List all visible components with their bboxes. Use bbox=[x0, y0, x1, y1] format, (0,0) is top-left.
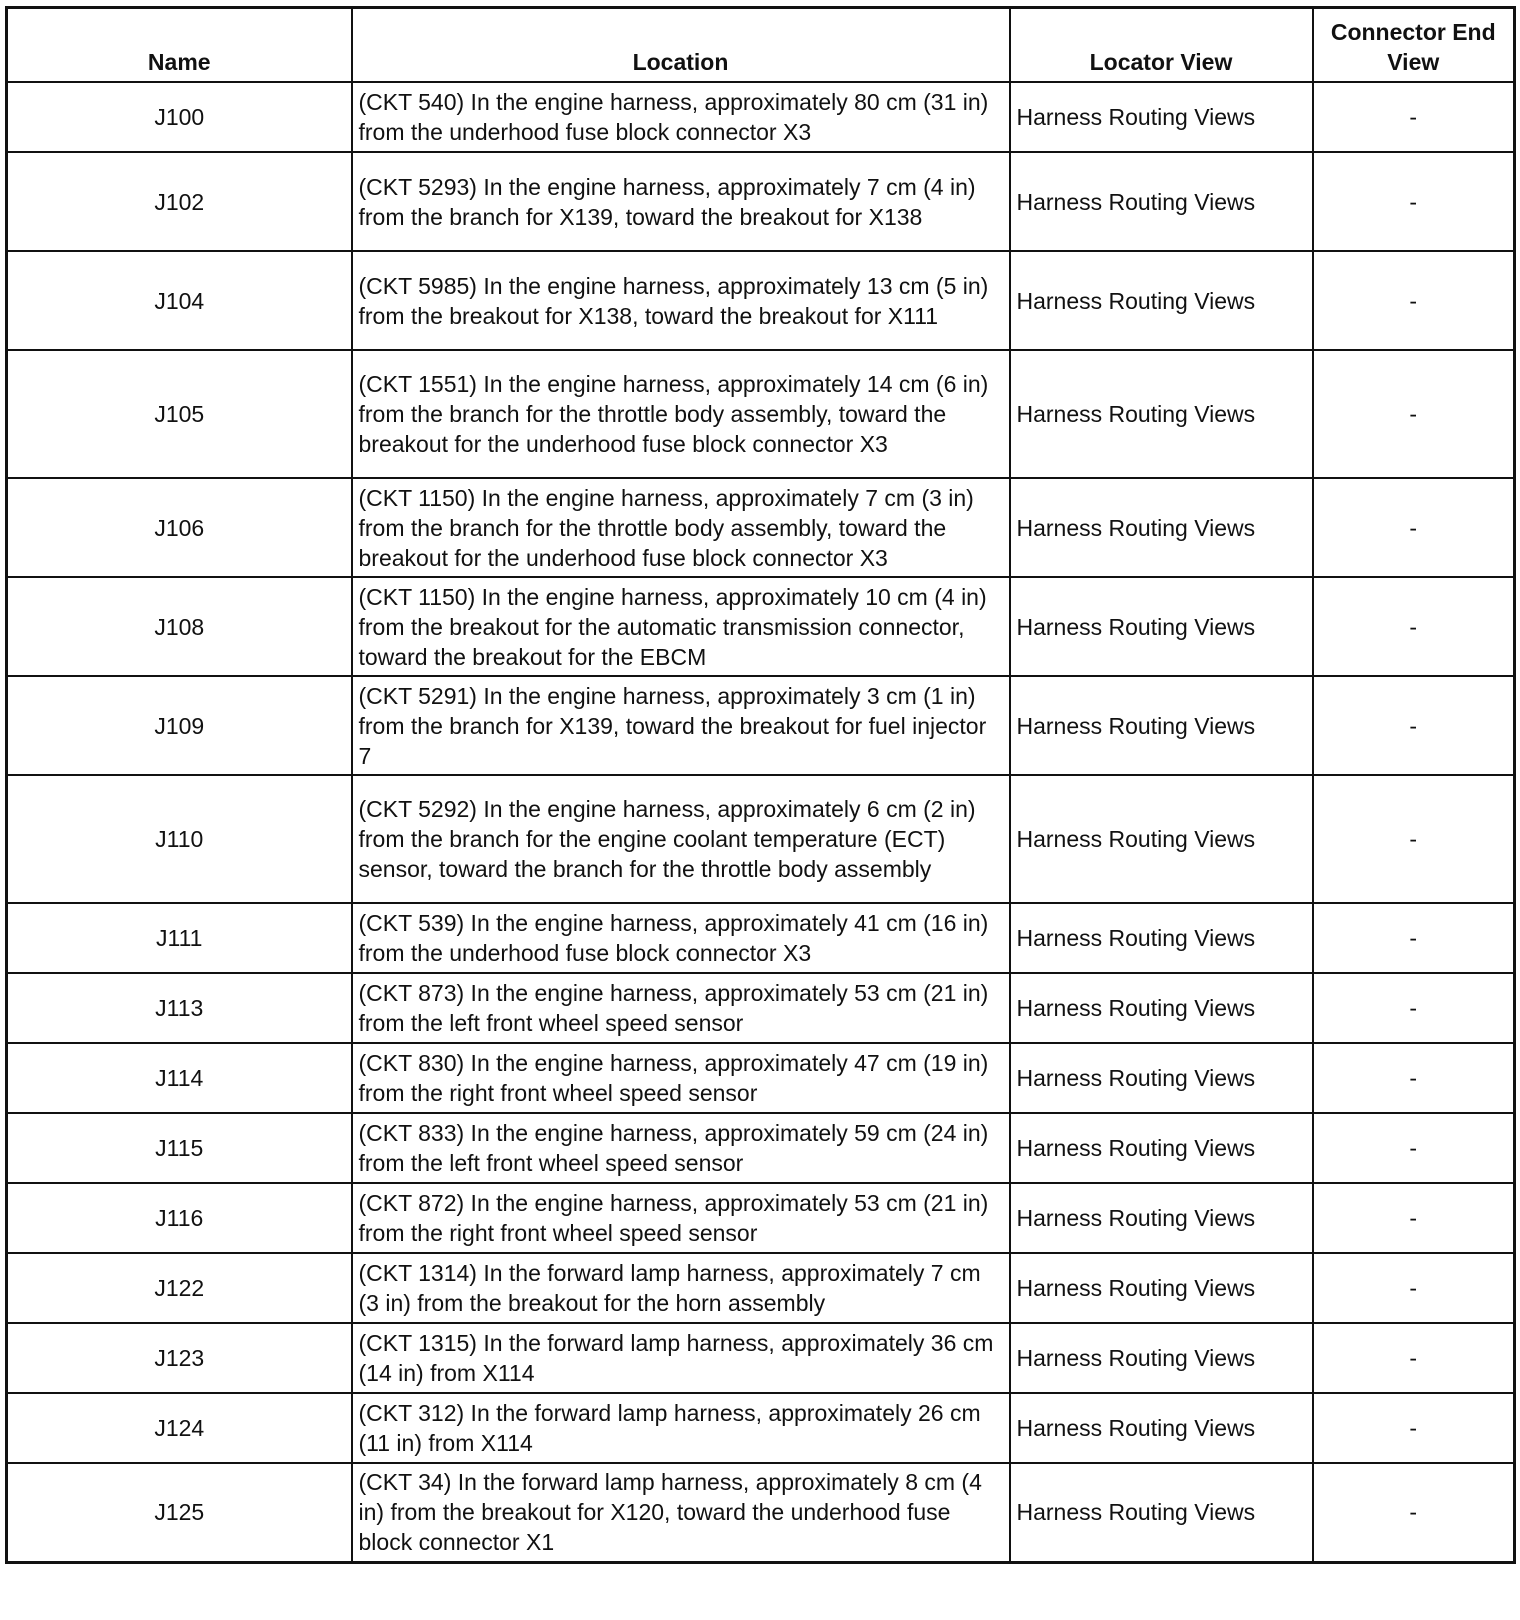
connector-end-view-cell: - bbox=[1313, 1463, 1515, 1562]
header-row bbox=[7, 8, 1515, 83]
splice-location-cell: (CKT 5293) In the engine harness, approximately 7 cm (4 in) from the branch for X139, toward the breakout for X138 bbox=[352, 152, 1010, 251]
locator-view-cell: Harness Routing Views bbox=[1010, 251, 1313, 350]
table-row bbox=[7, 1183, 1515, 1253]
splice-location-cell: (CKT 1150) In the engine harness, approximately 10 cm (4 in) from the breakout for the automatic transmission connector, toward the breakout for the EBCM bbox=[352, 577, 1010, 676]
table-body bbox=[7, 82, 1515, 1562]
splice-location-cell: (CKT 312) In the forward lamp harness, approximately 26 cm (11 in) from X114 bbox=[352, 1393, 1010, 1463]
splice-name-cell: J122 bbox=[7, 1253, 352, 1323]
splice-location-cell: (CKT 1314) In the forward lamp harness, approximately 7 cm (3 in) from the breakout for the horn assembly bbox=[352, 1253, 1010, 1323]
splice-location-cell: (CKT 1150) In the engine harness, approximately 7 cm (3 in) from the branch for the throttle body assembly, toward the breakout for the underhood fuse block connector X3 bbox=[352, 478, 1010, 577]
table-row bbox=[7, 1043, 1515, 1113]
locator-view-cell: Harness Routing Views bbox=[1010, 82, 1313, 152]
splice-name-cell: J109 bbox=[7, 676, 352, 775]
table-row bbox=[7, 251, 1515, 350]
connector-end-view-cell: - bbox=[1313, 903, 1515, 973]
header-location: Location bbox=[352, 8, 1010, 83]
table-row bbox=[7, 82, 1515, 152]
splice-name-cell: J108 bbox=[7, 577, 352, 676]
splice-location-cell: (CKT 833) In the engine harness, approximately 59 cm (24 in) from the left front wheel speed sensor bbox=[352, 1113, 1010, 1183]
header-connector-end-view: Connector End View bbox=[1313, 8, 1515, 83]
splice-location-cell: (CKT 872) In the engine harness, approximately 53 cm (21 in) from the right front wheel speed sensor bbox=[352, 1183, 1010, 1253]
connector-end-view-cell: - bbox=[1313, 152, 1515, 251]
table-row bbox=[7, 1393, 1515, 1463]
splice-name-cell: J124 bbox=[7, 1393, 352, 1463]
locator-view-cell: Harness Routing Views bbox=[1010, 1113, 1313, 1183]
splice-name-cell: J102 bbox=[7, 152, 352, 251]
splice-location-table bbox=[5, 6, 1516, 1564]
table-row bbox=[7, 1253, 1515, 1323]
locator-view-cell: Harness Routing Views bbox=[1010, 903, 1313, 973]
splice-location-cell: (CKT 5985) In the engine harness, approximately 13 cm (5 in) from the breakout for X138, toward the breakout for X111 bbox=[352, 251, 1010, 350]
splice-name-cell: J100 bbox=[7, 82, 352, 152]
locator-view-cell: Harness Routing Views bbox=[1010, 350, 1313, 478]
table-row bbox=[7, 775, 1515, 903]
connector-end-view-cell: - bbox=[1313, 1253, 1515, 1323]
locator-view-cell: Harness Routing Views bbox=[1010, 577, 1313, 676]
connector-end-view-cell: - bbox=[1313, 82, 1515, 152]
locator-view-cell: Harness Routing Views bbox=[1010, 1463, 1313, 1562]
connector-end-view-cell: - bbox=[1313, 676, 1515, 775]
locator-view-cell: Harness Routing Views bbox=[1010, 478, 1313, 577]
locator-view-cell: Harness Routing Views bbox=[1010, 1323, 1313, 1393]
connector-end-view-cell: - bbox=[1313, 1183, 1515, 1253]
table-row bbox=[7, 577, 1515, 676]
connector-end-view-cell: - bbox=[1313, 478, 1515, 577]
splice-name-cell: J113 bbox=[7, 973, 352, 1043]
splice-location-cell: (CKT 34) In the forward lamp harness, approximately 8 cm (4 in) from the breakout for X120, toward the underhood fuse block connector X1 bbox=[352, 1463, 1010, 1562]
table-row bbox=[7, 903, 1515, 973]
splice-name-cell: J106 bbox=[7, 478, 352, 577]
splice-location-cell: (CKT 830) In the engine harness, approximately 47 cm (19 in) from the right front wheel speed sensor bbox=[352, 1043, 1010, 1113]
locator-view-cell: Harness Routing Views bbox=[1010, 1253, 1313, 1323]
splice-name-cell: J115 bbox=[7, 1113, 352, 1183]
connector-end-view-cell: - bbox=[1313, 251, 1515, 350]
splice-name-cell: J104 bbox=[7, 251, 352, 350]
header-name: Name bbox=[7, 8, 352, 83]
table-row bbox=[7, 350, 1515, 478]
connector-end-view-cell: - bbox=[1313, 577, 1515, 676]
table-row bbox=[7, 478, 1515, 577]
splice-location-cell: (CKT 5291) In the engine harness, approximately 3 cm (1 in) from the branch for X139, toward the breakout for fuel injector 7 bbox=[352, 676, 1010, 775]
splice-location-cell: (CKT 1315) In the forward lamp harness, approximately 36 cm (14 in) from X114 bbox=[352, 1323, 1010, 1393]
splice-name-cell: J105 bbox=[7, 350, 352, 478]
connector-end-view-cell: - bbox=[1313, 1113, 1515, 1183]
locator-view-cell: Harness Routing Views bbox=[1010, 676, 1313, 775]
splice-name-cell: J111 bbox=[7, 903, 352, 973]
splice-name-cell: J123 bbox=[7, 1323, 352, 1393]
locator-view-cell: Harness Routing Views bbox=[1010, 1393, 1313, 1463]
connector-end-view-cell: - bbox=[1313, 1323, 1515, 1393]
locator-view-cell: Harness Routing Views bbox=[1010, 1183, 1313, 1253]
splice-location-cell: (CKT 873) In the engine harness, approximately 53 cm (21 in) from the left front wheel speed sensor bbox=[352, 973, 1010, 1043]
locator-view-cell: Harness Routing Views bbox=[1010, 152, 1313, 251]
locator-view-cell: Harness Routing Views bbox=[1010, 973, 1313, 1043]
splice-location-cell: (CKT 5292) In the engine harness, approximately 6 cm (2 in) from the branch for the engine coolant temperature (ECT) sensor, toward the branch for the throttle body assembly bbox=[352, 775, 1010, 903]
splice-name-cell: J110 bbox=[7, 775, 352, 903]
connector-end-view-cell: - bbox=[1313, 1393, 1515, 1463]
splice-name-cell: J125 bbox=[7, 1463, 352, 1562]
table-row bbox=[7, 1463, 1515, 1562]
header-locator-view: Locator View bbox=[1010, 8, 1313, 83]
table-row bbox=[7, 676, 1515, 775]
splice-location-cell: (CKT 539) In the engine harness, approximately 41 cm (16 in) from the underhood fuse block connector X3 bbox=[352, 903, 1010, 973]
splice-name-cell: J116 bbox=[7, 1183, 352, 1253]
table-row bbox=[7, 1113, 1515, 1183]
splice-location-cell: (CKT 1551) In the engine harness, approximately 14 cm (6 in) from the branch for the throttle body assembly, toward the breakout for the underhood fuse block connector X3 bbox=[352, 350, 1010, 478]
locator-view-cell: Harness Routing Views bbox=[1010, 1043, 1313, 1113]
connector-end-view-cell: - bbox=[1313, 350, 1515, 478]
locator-view-cell: Harness Routing Views bbox=[1010, 775, 1313, 903]
table-row bbox=[7, 1323, 1515, 1393]
connector-end-view-cell: - bbox=[1313, 775, 1515, 903]
table-row bbox=[7, 152, 1515, 251]
connector-end-view-cell: - bbox=[1313, 1043, 1515, 1113]
table-row bbox=[7, 973, 1515, 1043]
splice-name-cell: J114 bbox=[7, 1043, 352, 1113]
splice-location-cell: (CKT 540) In the engine harness, approximately 80 cm (31 in) from the underhood fuse block connector X3 bbox=[352, 82, 1010, 152]
connector-end-view-cell: - bbox=[1313, 973, 1515, 1043]
